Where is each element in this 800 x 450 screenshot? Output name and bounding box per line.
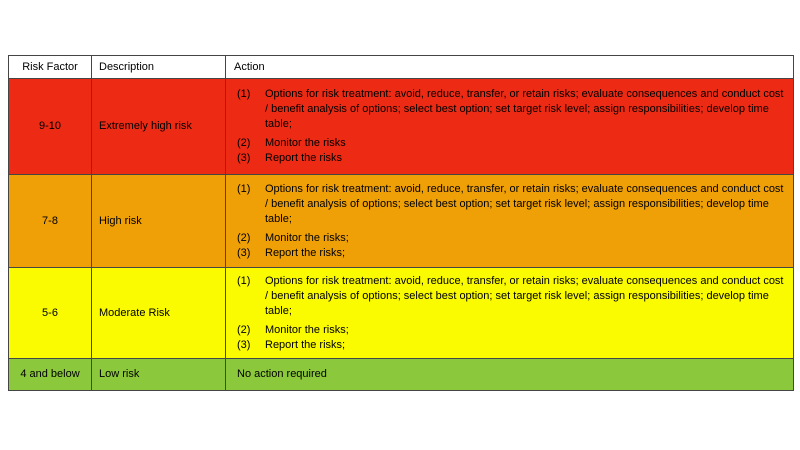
action-marker: (3) [237,246,251,259]
description-cell: Moderate Risk [92,268,226,359]
action-text: Monitor the risks; [265,323,349,336]
action-cell [226,175,794,268]
description-cell: High risk [92,175,226,268]
description-cell: Low risk [92,359,226,391]
action-marker: (2) [237,137,251,149]
risk-factor-cell: 9-10 [9,79,92,175]
action-marker: (1) [237,182,251,195]
action-item [237,136,785,151]
action-text: Monitor the risks; [265,231,349,244]
action-text: Report the risks; [265,338,346,351]
header-description: Description [92,56,226,79]
risk-assessment-table [8,55,794,391]
action-marker: (2) [237,323,251,336]
table-row-high-risk [9,175,794,268]
risk-factor-cell: 4 and below [9,359,92,391]
action-marker: (2) [237,231,251,244]
action-item [237,231,785,246]
action-cell [226,79,794,175]
action-text: Report the risks; [265,246,346,259]
action-marker: (3) [237,338,251,351]
header-action: Action [226,56,794,79]
risk-factor-cell: 5-6 [9,268,92,359]
action-text: Options for risk treatment: avoid, reduce, transfer, or retain risks; evaluate consequences and conduct cost / benefit analysis of options; select best option; set target risk level; assign responsibilities; develop time table; [265,88,784,130]
action-text: Report the risks [265,152,343,164]
action-item [237,274,785,319]
action-item [237,87,785,132]
action-item [237,323,785,338]
action-cell [226,359,794,391]
action-marker: (1) [237,274,251,287]
action-text: No action required [237,368,327,380]
risk-factor-cell: 7-8 [9,175,92,268]
action-text: Options for risk treatment: avoid, reduce, transfer, or retain risks; evaluate consequences and conduct cost / benefit analysis of options; select best option; set target risk level; assign responsibilities; develop time table; [265,182,784,225]
header-risk-factor: Risk Factor [9,56,92,79]
description-cell: Extremely high risk [92,79,226,175]
action-item [237,338,785,353]
action-cell [226,268,794,359]
table-row-moderate-risk [9,268,794,359]
table-row-extremely-high-risk [9,79,794,175]
action-marker: (3) [237,152,251,164]
action-item [237,151,785,166]
table-row-low-risk [9,359,794,391]
action-item [237,182,785,227]
header-row [9,56,794,79]
action-text: Options for risk treatment: avoid, reduce, transfer, or retain risks; evaluate consequences and conduct cost / benefit analysis of options; select best option; set target risk level; assign responsibilities; develop time table; [265,274,784,317]
action-marker: (1) [237,88,251,100]
action-item [237,246,785,261]
action-text: Monitor the risks [265,137,346,149]
